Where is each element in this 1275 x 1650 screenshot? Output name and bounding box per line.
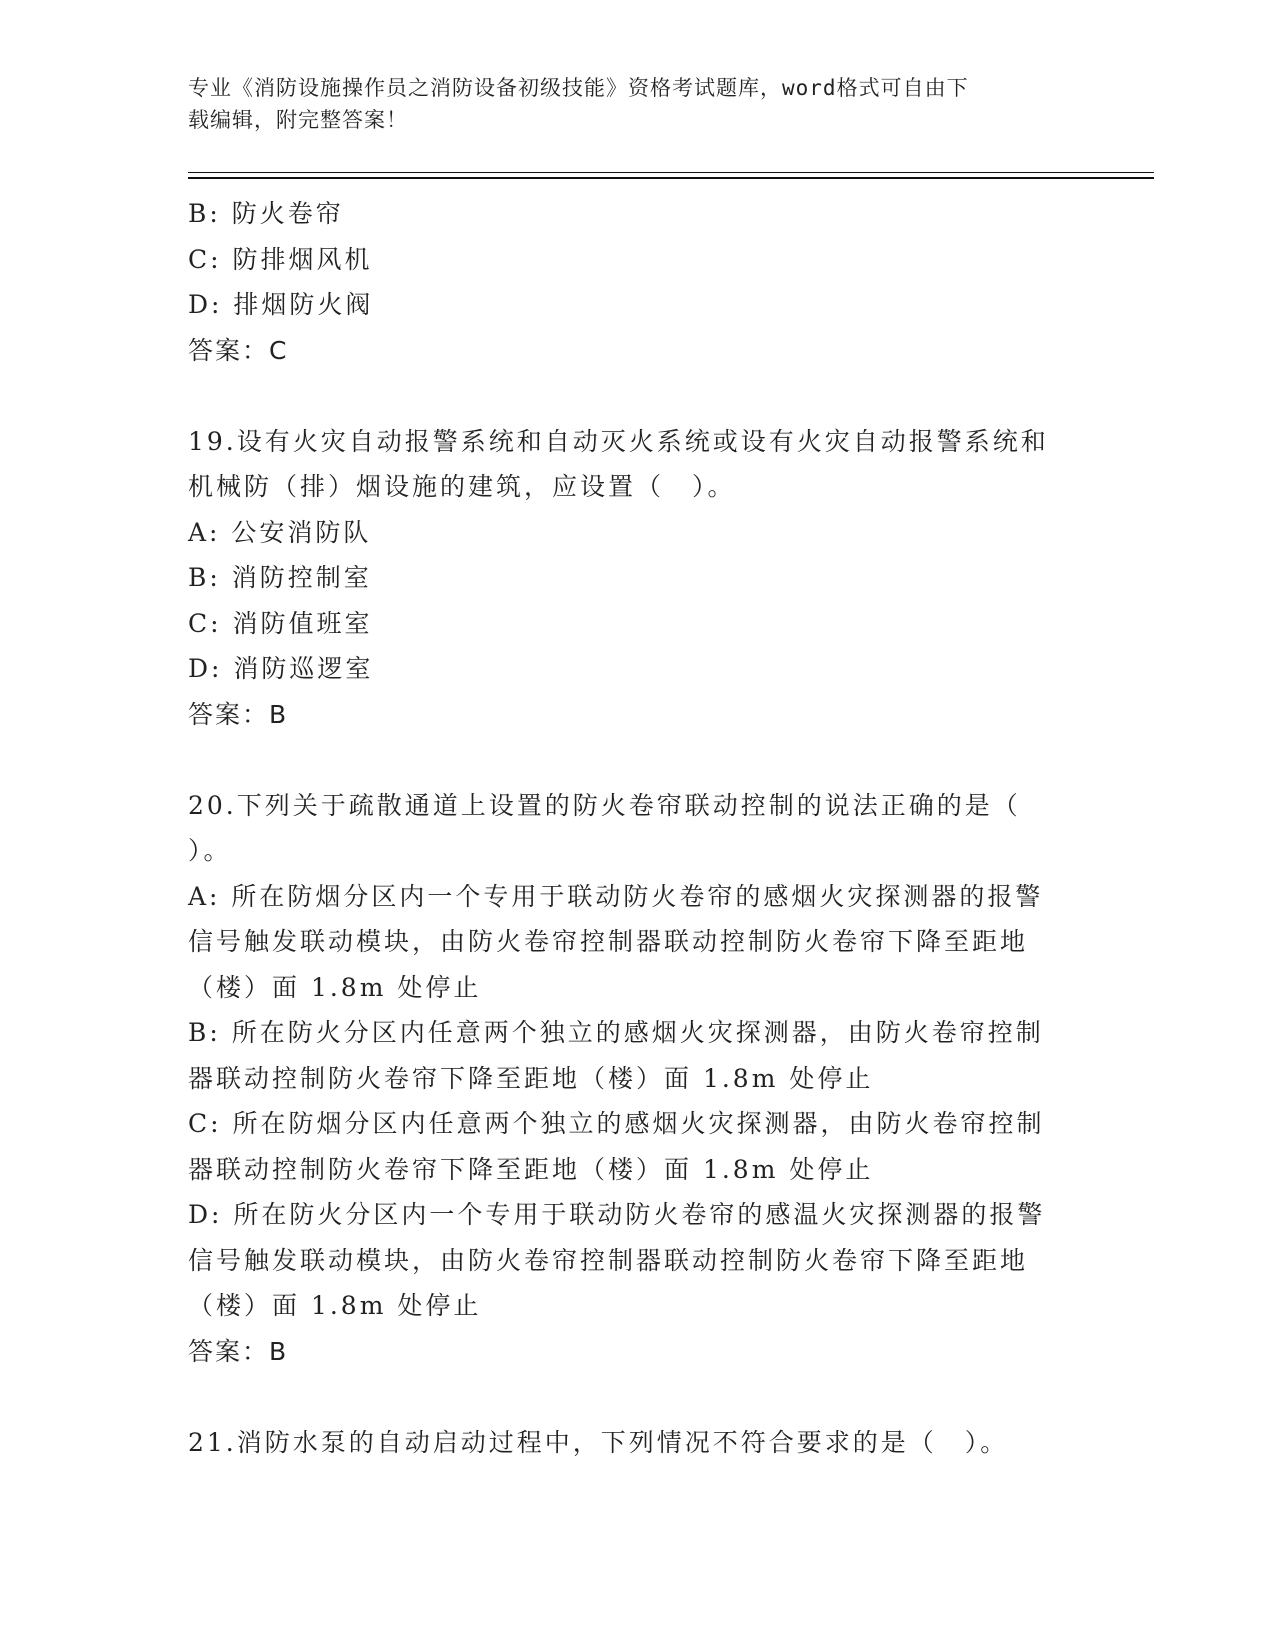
question-stem-line: 机械防（排）烟设施的建筑，应设置（ ）。 (188, 472, 736, 501)
header-line-2: 载编辑，附完整答案！ (188, 108, 408, 132)
option-line: 器联动控制防火卷帘下降至距地（楼）面 1.8m 处停止 (188, 1154, 874, 1184)
answer-line: 答案：C (188, 335, 289, 365)
option-c: C: 消防值班室 (188, 608, 373, 638)
previous-question (188, 191, 1088, 373)
option-c (188, 1101, 1088, 1192)
document-body (188, 191, 1088, 1465)
option-c: C: 防排烟风机 (188, 244, 373, 274)
option-line: A: 所在防烟分区内一个专用于联动防火卷帘的感烟火灾探测器的报警 (188, 881, 1044, 911)
option-d (188, 1192, 1088, 1329)
answer-line: 答案：B (188, 1336, 289, 1366)
question-stem-line: 19.设有火灾自动报警系统和自动灭火系统或设有火灾自动报警系统和 (188, 426, 1049, 456)
option-a (188, 874, 1088, 1011)
option-b: B: 防火卷帘 (188, 199, 344, 228)
option-d: D: 消防巡逻室 (188, 654, 374, 683)
header-divider-thin (188, 172, 1154, 173)
question-21 (188, 1420, 1088, 1466)
option-line: 信号触发联动模块，由防火卷帘控制器联动控制防火卷帘下降至距地 (188, 927, 1029, 956)
option-a: A: 公安消防队 (188, 517, 372, 547)
question-19 (188, 419, 1088, 738)
option-line: （楼）面 1.8m 处停止 (188, 972, 482, 1002)
option-b (188, 1010, 1088, 1101)
question-stem-line: 20.下列关于疏散通道上设置的防火卷帘联动控制的说法正确的是（ (188, 790, 1021, 820)
answer-line: 答案：B (188, 699, 289, 729)
header-line-1: 专业《消防设施操作员之消防设备初级技能》资格考试题库，word格式可自由下 (188, 76, 969, 100)
question-stem-line: ）。 (188, 836, 232, 865)
option-line: D: 所在防火分区内一个专用于联动防火卷帘的感温火灾探测器的报警 (188, 1200, 1046, 1229)
option-d: D: 排烟防火阀 (188, 290, 374, 319)
option-line: （楼）面 1.8m 处停止 (188, 1291, 482, 1320)
option-line: 器联动控制防火卷帘下降至距地（楼）面 1.8m 处停止 (188, 1063, 874, 1093)
header-divider-thick (188, 177, 1154, 179)
option-line: B: 所在防火分区内任意两个独立的感烟火灾探测器，由防火卷帘控制 (188, 1018, 1044, 1047)
document-header (188, 72, 1068, 136)
option-b: B: 消防控制室 (188, 563, 372, 592)
question-20 (188, 783, 1088, 1375)
question-stem-line: 21.消防水泵的自动启动过程中，下列情况不符合要求的是（ ）。 (188, 1427, 1009, 1457)
option-line: C: 所在防烟分区内任意两个独立的感烟火灾探测器，由防火卷帘控制 (188, 1109, 1045, 1138)
option-line: 信号触发联动模块，由防火卷帘控制器联动控制防火卷帘下降至距地 (188, 1245, 1029, 1275)
